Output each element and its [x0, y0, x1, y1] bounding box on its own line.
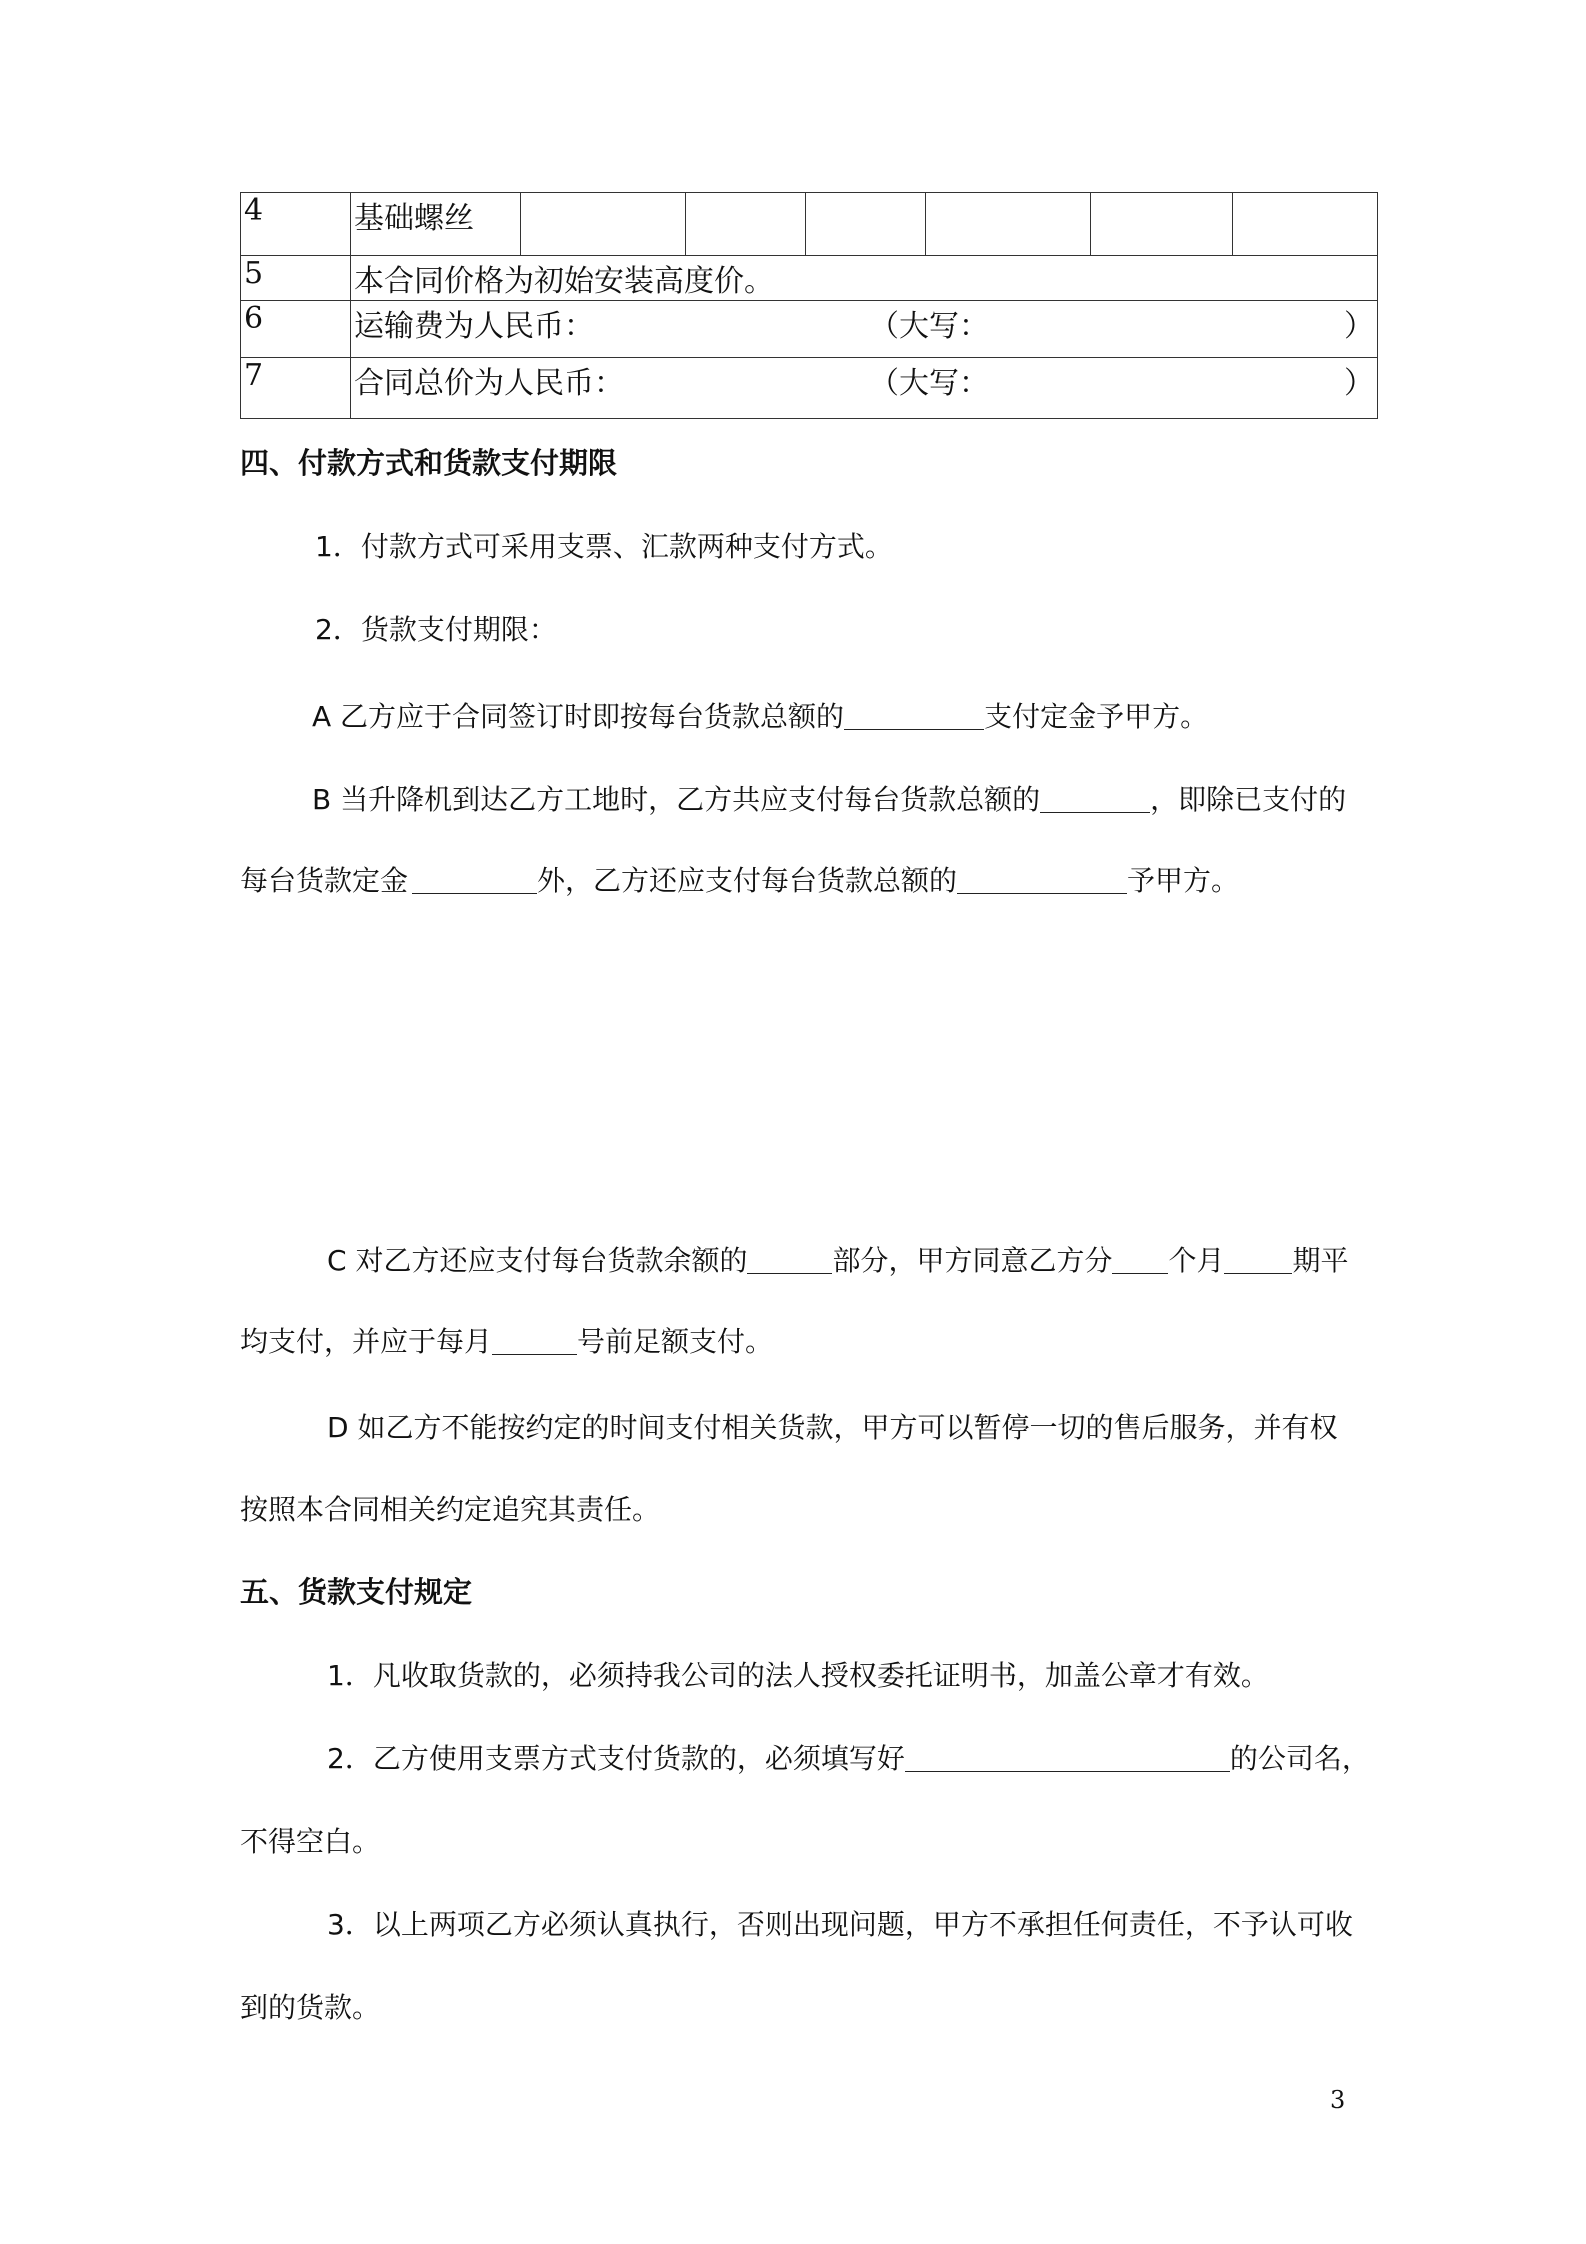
row-number: 6: [241, 301, 351, 358]
fill-blank: [1224, 1243, 1292, 1274]
table-cell: [806, 193, 926, 256]
capital-note-open: （大写：: [869, 309, 989, 344]
row-content: [351, 301, 1378, 358]
clause-c-line-1: [327, 1241, 1349, 1281]
section-5-item-3: 3．以上两项乙方必须认真执行，否则出现问题，甲方不承担任何责任，不予认可收: [327, 1908, 1353, 1941]
row-number: 5: [241, 256, 351, 301]
item-2-text: 2．乙方使用支票方式支付货款的，必须填写好: [327, 1742, 905, 1775]
clause-a-text: A 乙方应于合同签订时即按每台货款总额的: [312, 700, 845, 733]
row-item: 基础螺丝: [351, 193, 521, 256]
clause-c-text-mid: 个月: [1168, 1244, 1225, 1277]
fill-blank: [844, 699, 984, 730]
clause-d-line-2: 按照本合同相关约定追究其责任。: [240, 1493, 661, 1526]
table-cell: [1091, 193, 1233, 256]
table-row: [241, 256, 1378, 301]
fill-blank: [905, 1741, 1230, 1772]
row-text: 本合同价格为初始安装高度价。: [351, 256, 1378, 301]
row-content: [351, 358, 1378, 419]
clause-b-text-mid: 外，乙方还应支付每台货款总额的: [537, 864, 958, 897]
fill-blank: [1112, 1243, 1168, 1274]
capital-note-close: ）: [1344, 309, 1374, 344]
clause-c-text-mid: 部分，甲方同意乙方分: [832, 1244, 1113, 1277]
table-cell: [686, 193, 806, 256]
row-number: 4: [241, 193, 351, 256]
table-row: [241, 301, 1378, 358]
table-row: [241, 358, 1378, 419]
fill-blank: [492, 1324, 577, 1355]
clause-c-line-2: [240, 1322, 773, 1362]
fill-blank: [412, 863, 537, 894]
clause-c-text: 均支付，并应于每月: [240, 1325, 493, 1358]
clause-d-line-1: D 如乙方不能按约定的时间支付相关货款，甲方可以暂停一切的售后服务，并有权: [327, 1411, 1338, 1444]
clause-c-text: C 对乙方还应支付每台货款余额的: [327, 1244, 748, 1277]
capital-note-close: ）: [1344, 366, 1374, 401]
price-table: [240, 192, 1378, 419]
section-4-item-2: 2．货款支付期限：: [315, 613, 557, 646]
section-5-item-3-cont: 到的货款。: [240, 1991, 381, 2024]
row-number: 7: [241, 358, 351, 419]
row-text: 合同总价为人民币：: [354, 366, 624, 401]
section-5-heading: 五、货款支付规定: [240, 1575, 473, 1609]
clause-b-text-mid: ，即除已支付的: [1150, 783, 1347, 816]
clause-b-text: 每台货款定金: [240, 864, 409, 897]
clause-b-line-1: [312, 780, 1346, 820]
row-text: 运输费为人民币：: [354, 309, 594, 344]
page-number: 3: [1330, 2086, 1346, 2114]
clause-b-text: B 当升降机到达乙方工地时，乙方共应支付每台货款总额的: [312, 783, 1041, 816]
section-5-item-2-cont: 不得空白。: [240, 1825, 381, 1858]
table-cell: [1233, 193, 1378, 256]
section-5-item-2: [327, 1739, 1370, 1779]
table-cell: [521, 193, 686, 256]
table-cell: [926, 193, 1091, 256]
section-4-item-1: 1．付款方式可采用支票、汇款两种支付方式。: [315, 530, 893, 563]
fill-blank: [957, 863, 1127, 894]
clause-a: [312, 697, 1208, 737]
clause-b-text-end: 予甲方。: [1127, 864, 1240, 897]
clause-c-text-end: 号前足额支付。: [577, 1325, 774, 1358]
clause-a-text-end: 支付定金予甲方。: [984, 700, 1209, 733]
item-2-text-end: 的公司名，: [1229, 1742, 1370, 1775]
fill-blank: [1040, 782, 1150, 813]
clause-b-line-2: [240, 861, 1239, 901]
table-row: [241, 193, 1378, 256]
clause-c-text-end: 期平: [1292, 1244, 1349, 1277]
capital-note-open: （大写：: [869, 366, 989, 401]
fill-blank: [747, 1243, 832, 1274]
section-5-item-1: 1．凡收取货款的，必须持我公司的法人授权委托证明书，加盖公章才有效。: [327, 1659, 1269, 1692]
section-4-heading: 四、付款方式和货款支付期限: [240, 446, 618, 480]
